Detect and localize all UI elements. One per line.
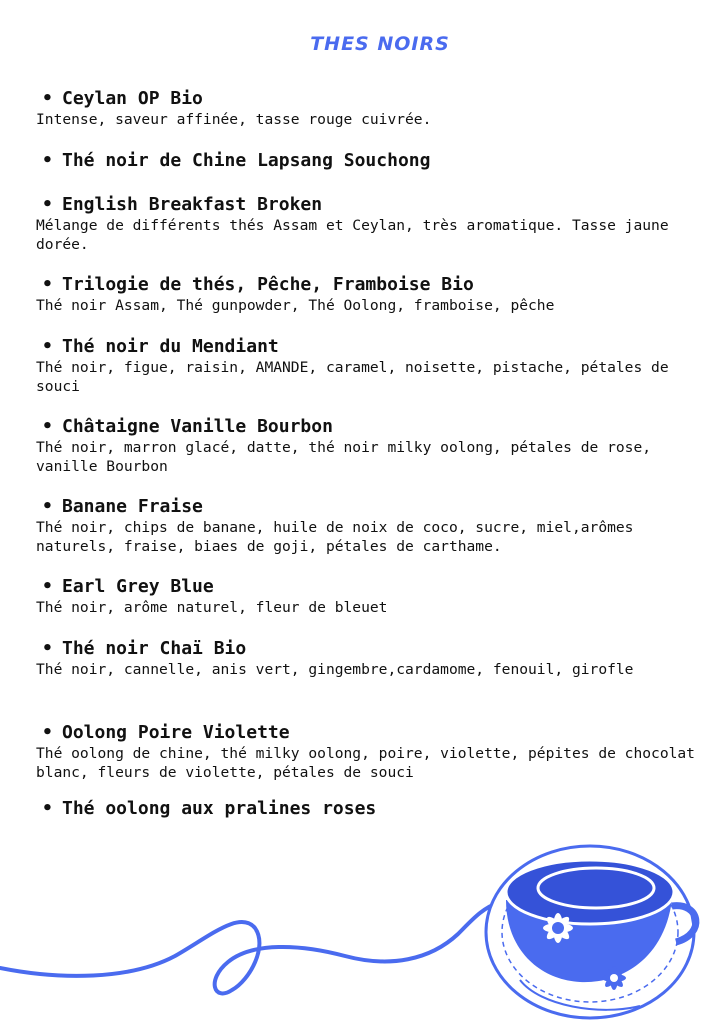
bullet-icon: • <box>42 88 53 109</box>
wavy-line-flourish <box>0 902 500 993</box>
bullet-icon: • <box>42 336 53 357</box>
bullet-icon: • <box>42 722 53 743</box>
bullet-icon: • <box>42 274 53 295</box>
page-title: THES NOIRS <box>310 33 450 55</box>
item-name: English Breakfast Broken <box>62 194 323 215</box>
menu-item <box>36 88 716 129</box>
menu-item <box>36 150 716 172</box>
bullet-icon: • <box>42 194 53 215</box>
item-description: Thé oolong de chine, thé milky oolong, poire, violette, pépites de chocolat blanc, fleurs de violette, pétales de souci <box>36 745 695 781</box>
menu-item <box>36 336 716 396</box>
item-description: Intense, saveur affinée, tasse rouge cuivrée. <box>36 111 432 128</box>
menu-item <box>36 194 716 254</box>
item-name: Thé noir Chaï Bio <box>62 638 247 659</box>
item-description: Thé noir, marron glacé, datte, thé noir milky oolong, pétales de rose, vanille Bourbon <box>36 439 652 475</box>
item-name: Châtaigne Vanille Bourbon <box>62 416 333 437</box>
item-name: Earl Grey Blue <box>62 576 214 597</box>
item-description: Thé noir, figue, raisin, AMANDE, caramel, noisette, pistache, pétales de souci <box>36 359 669 395</box>
item-description: Thé noir, cannelle, anis vert, gingembre,cardamome, fenouil, girofle <box>36 661 634 678</box>
menu-item <box>36 576 716 617</box>
menu-item <box>36 496 716 556</box>
item-name: Thé noir de Chine Lapsang Souchong <box>62 150 431 171</box>
bullet-icon: • <box>42 496 53 517</box>
menu-item <box>36 274 716 315</box>
bullet-icon: • <box>42 576 53 597</box>
item-name: Ceylan OP Bio <box>62 88 203 109</box>
teacup-with-daisies-icon <box>486 846 696 1018</box>
bullet-icon: • <box>42 150 53 171</box>
decorative-illustration <box>0 830 724 1024</box>
bullet-icon: • <box>42 798 53 819</box>
item-name: Oolong Poire Violette <box>62 722 290 743</box>
item-description: Thé noir Assam, Thé gunpowder, Thé Oolong, framboise, pêche <box>36 297 555 314</box>
item-name: Banane Fraise <box>62 496 203 517</box>
menu-item <box>36 638 716 679</box>
menu-item <box>36 722 716 782</box>
menu-item <box>36 416 716 476</box>
item-description: Thé noir, chips de banane, huile de noix de coco, sucre, miel,arômes naturels, fraise, biaes de goji, pétales de carthame. <box>36 519 634 555</box>
bullet-icon: • <box>42 638 53 659</box>
item-name: Thé noir du Mendiant <box>62 336 279 357</box>
item-description: Thé noir, arôme naturel, fleur de bleuet <box>36 599 388 616</box>
item-description: Mélange de différents thés Assam et Ceylan, très aromatique. Tasse jaune dorée. <box>36 217 669 253</box>
item-name: Trilogie de thés, Pêche, Framboise Bio <box>62 274 474 295</box>
menu-item <box>36 798 716 820</box>
item-name: Thé oolong aux pralines roses <box>62 798 377 819</box>
bullet-icon: • <box>42 416 53 437</box>
